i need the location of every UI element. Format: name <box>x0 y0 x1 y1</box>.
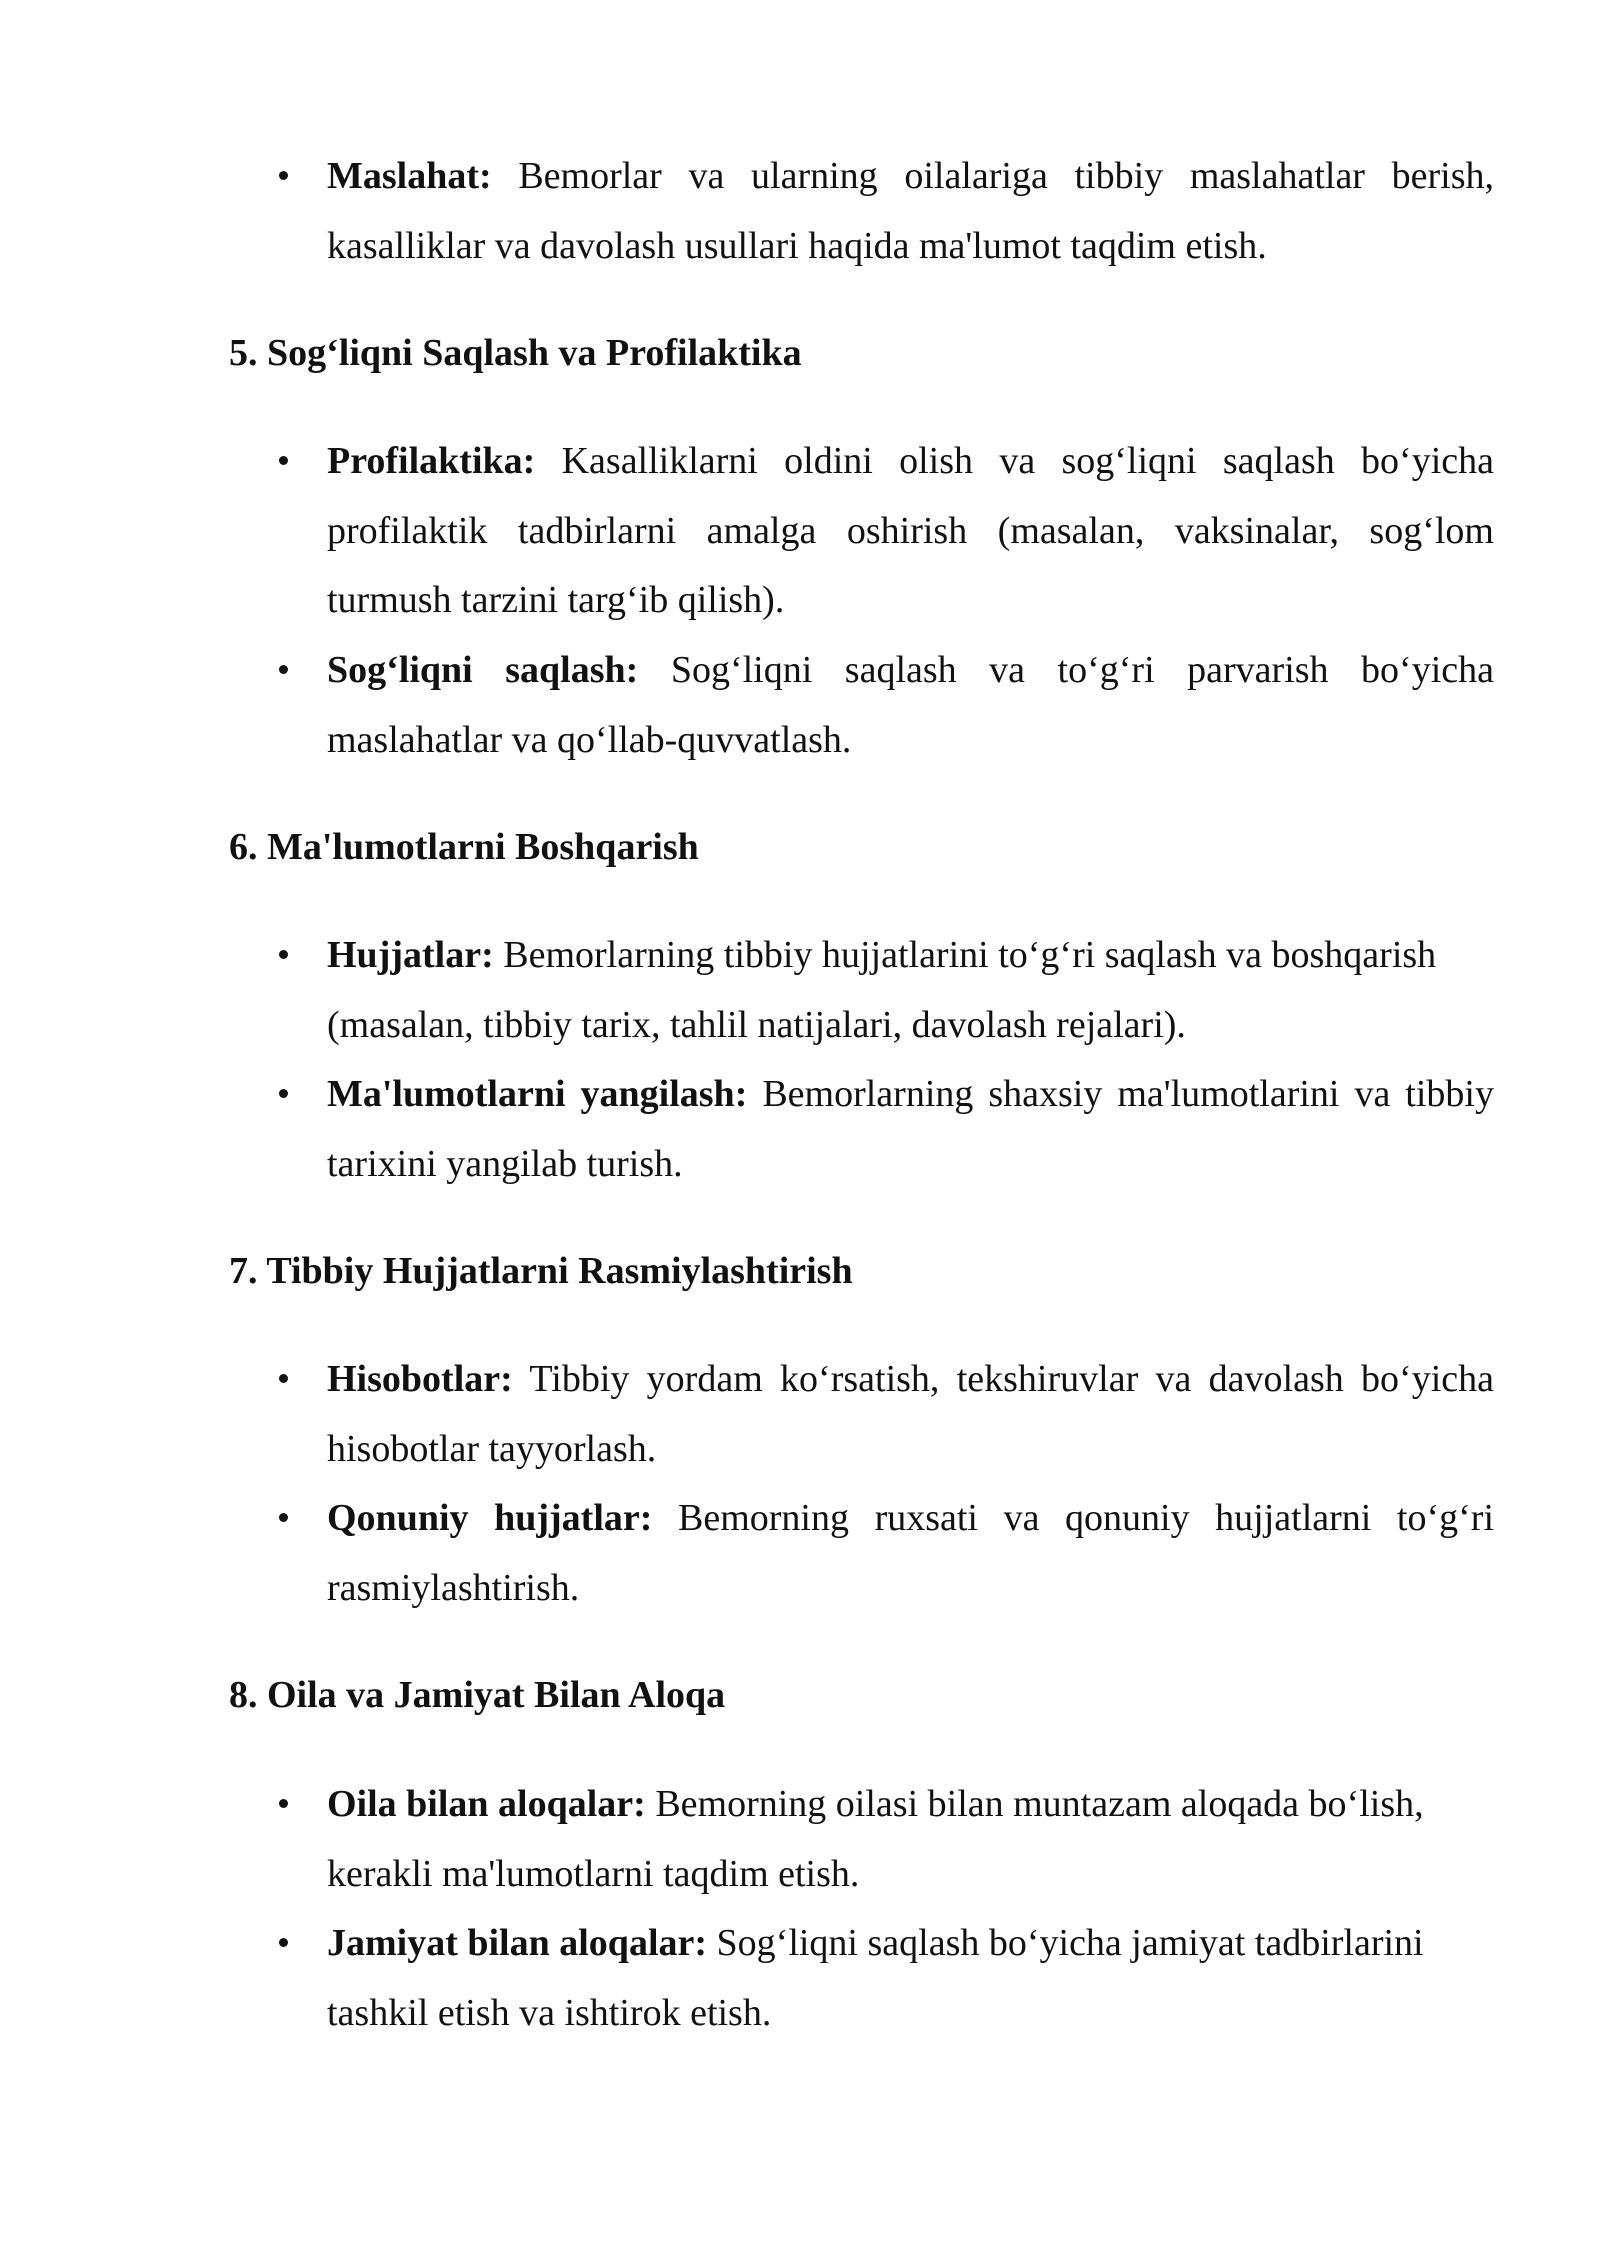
item-term: Ma'lumotlarni yangilash: <box>327 1073 748 1115</box>
bullet-icon <box>279 1513 293 1527</box>
list-item <box>327 427 1494 636</box>
item-text: Sog‘liqni saqlash va to‘g‘ri parvarish bo‘yicha maslahatlar va qo‘llab-quvvatlash. <box>327 649 1494 761</box>
item-text: Bemorlarning tibbiy hujjatlarini to‘g‘ri saqlash va boshqarish (masalan, tibbiy tarix, tahlil natijalari, davolash rejalari). <box>327 934 1437 1046</box>
item-term: Qonuniy hujjatlar: <box>327 1497 653 1539</box>
item-text: Bemorlar va ularning oilalariga tibbiy maslahatlar berish, kasalliklar va davolash usullari haqida ma'lumot taqdim etish. <box>327 155 1494 267</box>
bullet-icon <box>279 456 293 470</box>
bullet-icon <box>279 1938 293 1952</box>
item-text: Sog‘liqni saqlash bo‘yicha jamiyat tadbirlarini tashkil etish va ishtirok etish. <box>327 1922 1424 2034</box>
item-term: Maslahat: <box>327 155 492 197</box>
bullet-icon <box>279 1089 293 1103</box>
section-heading: 8. Oila va Jamiyat Bilan Aloqa <box>229 1674 726 1716</box>
item-term: Oila bilan aloqalar: <box>327 1783 646 1825</box>
list-item <box>327 1345 1494 1484</box>
item-text: Bemorlarning shaxsiy ma'lumotlarini va tibbiy tarixini yangilab turish. <box>327 1073 1494 1185</box>
list-item <box>327 1060 1494 1199</box>
list-item <box>327 636 1494 775</box>
list-item <box>327 1909 1527 2048</box>
list-item <box>327 1770 1527 1909</box>
item-text: Kasalliklarni oldini olish va sog‘liqni saqlash bo‘yicha profilaktik tadbirlarni amalga oshirish (masalan, vaksinalar, sog‘lom turmush tarzini targ‘ib qilish). <box>327 440 1494 621</box>
bullet-icon <box>279 950 293 964</box>
item-term: Sog‘liqni saqlash: <box>327 649 639 691</box>
item-term: Hisobotlar: <box>327 1358 513 1400</box>
section-heading: 7. Tibbiy Hujjatlarni Rasmiylashtirish <box>229 1250 853 1292</box>
bullet-icon <box>279 665 293 679</box>
item-text: Bemorning oilasi bilan muntazam aloqada bo‘lish, kerakli ma'lumotlarni taqdim etish. <box>327 1783 1424 1895</box>
section-heading: 5. Sog‘liqni Saqlash va Profilaktika <box>229 332 802 374</box>
item-text: Bemorning ruxsati va qonuniy hujjatlarni to‘g‘ri rasmiylashtirish. <box>327 1497 1494 1609</box>
item-term: Jamiyat bilan aloqalar: <box>327 1922 708 1964</box>
bullet-icon <box>279 1799 293 1813</box>
bullet-icon <box>279 171 293 185</box>
item-term: Profilaktika: <box>327 440 536 482</box>
list-item <box>327 1484 1494 1623</box>
list-item <box>327 142 1494 281</box>
item-text: Tibbiy yordam ko‘rsatish, tekshiruvlar va davolash bo‘yicha hisobotlar tayyorlash. <box>327 1358 1494 1470</box>
section-heading: 6. Ma'lumotlarni Boshqarish <box>229 826 699 868</box>
item-term: Hujjatlar: <box>327 934 494 976</box>
bullet-icon <box>279 1374 293 1388</box>
list-item <box>327 921 1527 1060</box>
